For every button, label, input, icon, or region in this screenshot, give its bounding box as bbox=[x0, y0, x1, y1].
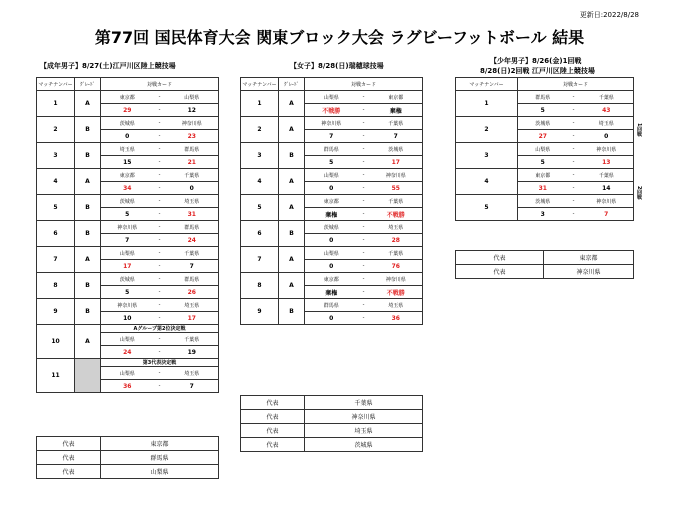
team-2: 神奈川県 bbox=[370, 273, 423, 286]
score-2: 17 bbox=[166, 312, 219, 325]
round-2-label: 2回戦 bbox=[636, 186, 642, 200]
score-2: 26 bbox=[166, 286, 219, 299]
match-number: 11 bbox=[37, 359, 75, 393]
match-grade: A bbox=[75, 325, 101, 359]
separator: - bbox=[154, 182, 166, 195]
representative-label: 代表 bbox=[456, 265, 544, 279]
adult-men-results-table bbox=[36, 77, 219, 393]
separator: - bbox=[358, 130, 370, 143]
match-row bbox=[241, 247, 423, 260]
match-grade: A bbox=[279, 91, 305, 117]
separator: - bbox=[154, 367, 166, 380]
match-grade: B bbox=[75, 273, 101, 299]
separator: - bbox=[358, 286, 370, 299]
separator: - bbox=[568, 104, 580, 117]
score-2: 14 bbox=[580, 182, 634, 195]
match-number: 3 bbox=[456, 143, 518, 169]
separator: - bbox=[154, 333, 166, 346]
match-number: 5 bbox=[456, 195, 518, 221]
team-1: 群馬県 bbox=[305, 299, 358, 312]
score-2: 21 bbox=[166, 156, 219, 169]
separator: - bbox=[154, 195, 166, 208]
separator: - bbox=[358, 260, 370, 273]
header-match-no: マッチナンバー bbox=[241, 78, 279, 91]
match-number: 7 bbox=[241, 247, 279, 273]
match-row bbox=[241, 221, 423, 234]
match-row bbox=[37, 91, 219, 104]
match-number: 5 bbox=[241, 195, 279, 221]
separator: - bbox=[568, 169, 580, 182]
separator: - bbox=[154, 380, 166, 393]
separator: - bbox=[154, 247, 166, 260]
match-grade: A bbox=[279, 169, 305, 195]
representative-team: 群馬県 bbox=[101, 451, 219, 465]
match-number: 6 bbox=[241, 221, 279, 247]
youth-men-caption-1: 【少年男子】8/26(金)1回戦 bbox=[490, 57, 582, 65]
team-1: 東京都 bbox=[518, 169, 568, 182]
match-grade: B bbox=[75, 143, 101, 169]
representative-label: 代表 bbox=[37, 437, 101, 451]
score-2: 不戦勝 bbox=[370, 208, 423, 221]
match-grade: B bbox=[279, 299, 305, 325]
representative-label: 代表 bbox=[37, 451, 101, 465]
match-grade: B bbox=[75, 299, 101, 325]
separator: - bbox=[568, 143, 580, 156]
match-number: 6 bbox=[37, 221, 75, 247]
team-1: 東京都 bbox=[101, 169, 154, 182]
team-1: 山梨県 bbox=[518, 143, 568, 156]
team-1: 東京都 bbox=[305, 195, 358, 208]
separator: - bbox=[154, 169, 166, 182]
separator: - bbox=[568, 117, 580, 130]
score-2: 7 bbox=[166, 260, 219, 273]
match-row bbox=[37, 273, 219, 286]
match-row bbox=[241, 195, 423, 208]
score-1: 29 bbox=[101, 104, 154, 117]
separator: - bbox=[568, 182, 580, 195]
representative-label: 代表 bbox=[241, 438, 305, 452]
score-1: 7 bbox=[101, 234, 154, 247]
team-1: 東京都 bbox=[101, 91, 154, 104]
match-row bbox=[37, 221, 219, 234]
separator: - bbox=[358, 117, 370, 130]
score-2: 23 bbox=[166, 130, 219, 143]
match-row bbox=[456, 117, 634, 130]
header-match-no: マッチナンバー bbox=[37, 78, 75, 91]
score-2: 7 bbox=[580, 208, 634, 221]
separator: - bbox=[154, 221, 166, 234]
match-row bbox=[456, 169, 634, 182]
score-2: 棄権 bbox=[370, 104, 423, 117]
representative-row bbox=[241, 438, 423, 452]
score-1: 27 bbox=[518, 130, 568, 143]
score-1: 5 bbox=[305, 156, 358, 169]
match-grade: A bbox=[75, 247, 101, 273]
youth-men-results-table bbox=[455, 77, 634, 221]
score-2: 17 bbox=[370, 156, 423, 169]
separator: - bbox=[358, 273, 370, 286]
match-note: 第3代表決定戦 bbox=[101, 359, 219, 367]
match-number: 4 bbox=[456, 169, 518, 195]
team-2: 埼玉県 bbox=[370, 299, 423, 312]
representative-team: 神奈川県 bbox=[305, 410, 423, 424]
separator: - bbox=[358, 208, 370, 221]
score-1: 34 bbox=[101, 182, 154, 195]
score-2: 12 bbox=[166, 104, 219, 117]
representative-row bbox=[241, 410, 423, 424]
representative-row bbox=[456, 251, 634, 265]
representative-label: 代表 bbox=[241, 410, 305, 424]
team-1: 山梨県 bbox=[101, 367, 154, 380]
match-grade: B bbox=[279, 221, 305, 247]
match-row bbox=[37, 247, 219, 260]
team-2: 千葉県 bbox=[580, 169, 634, 182]
match-number: 1 bbox=[241, 91, 279, 117]
score-2: 24 bbox=[166, 234, 219, 247]
match-row bbox=[241, 117, 423, 130]
match-row bbox=[37, 169, 219, 182]
team-2: 神奈川県 bbox=[580, 143, 634, 156]
separator: - bbox=[568, 130, 580, 143]
separator: - bbox=[154, 260, 166, 273]
match-row bbox=[456, 195, 634, 208]
team-2: 埼玉県 bbox=[370, 221, 423, 234]
score-1: 棄権 bbox=[305, 208, 358, 221]
team-2: 神奈川県 bbox=[580, 195, 634, 208]
score-2: 31 bbox=[166, 208, 219, 221]
match-grade: A bbox=[279, 247, 305, 273]
youth-men-caption-2: 8/28(日)2回戦 江戸川区陸上競技場 bbox=[480, 67, 595, 75]
separator: - bbox=[154, 234, 166, 247]
match-row bbox=[37, 117, 219, 130]
match-row bbox=[456, 143, 634, 156]
score-2: 36 bbox=[370, 312, 423, 325]
separator: - bbox=[154, 299, 166, 312]
match-number: 3 bbox=[241, 143, 279, 169]
updated-date: 更新日:2022/8/28 bbox=[579, 11, 639, 19]
representative-team: 東京都 bbox=[544, 251, 634, 265]
separator: - bbox=[358, 247, 370, 260]
team-2: 山梨県 bbox=[166, 91, 219, 104]
match-grade: A bbox=[279, 273, 305, 299]
score-1: 5 bbox=[101, 208, 154, 221]
team-1: 茨城県 bbox=[305, 221, 358, 234]
women-results-table bbox=[240, 77, 423, 325]
round-1-label: 1回戦 bbox=[636, 123, 642, 137]
separator: - bbox=[154, 130, 166, 143]
team-1: 群馬県 bbox=[518, 91, 568, 104]
score-1: 17 bbox=[101, 260, 154, 273]
team-1: 山梨県 bbox=[101, 333, 154, 346]
team-1: 茨城県 bbox=[518, 117, 568, 130]
team-2: 群馬県 bbox=[166, 143, 219, 156]
team-1: 山梨県 bbox=[305, 247, 358, 260]
representative-label: 代表 bbox=[241, 424, 305, 438]
match-grade: A bbox=[75, 169, 101, 195]
representative-label: 代表 bbox=[241, 396, 305, 410]
score-1: 0 bbox=[305, 260, 358, 273]
adult-men-representatives bbox=[36, 436, 219, 479]
team-2: 茨城県 bbox=[370, 143, 423, 156]
match-grade: B bbox=[279, 143, 305, 169]
score-2: 13 bbox=[580, 156, 634, 169]
match-grade: B bbox=[75, 117, 101, 143]
note-row bbox=[37, 325, 219, 333]
header-card: 対戦カード bbox=[305, 78, 423, 91]
representative-team: 山梨県 bbox=[101, 465, 219, 479]
separator: - bbox=[154, 208, 166, 221]
score-1: 3 bbox=[518, 208, 568, 221]
score-1: 10 bbox=[101, 312, 154, 325]
representative-row bbox=[37, 451, 219, 465]
score-1: 5 bbox=[518, 104, 568, 117]
separator: - bbox=[358, 299, 370, 312]
header-card: 対戦カード bbox=[518, 78, 634, 91]
match-row bbox=[241, 299, 423, 312]
team-2: 神奈川県 bbox=[166, 117, 219, 130]
team-1: 茨城県 bbox=[101, 117, 154, 130]
representative-row bbox=[241, 424, 423, 438]
match-number: 1 bbox=[37, 91, 75, 117]
separator: - bbox=[154, 117, 166, 130]
team-1: 山梨県 bbox=[305, 91, 358, 104]
separator: - bbox=[358, 143, 370, 156]
match-number: 5 bbox=[37, 195, 75, 221]
team-2: 千葉県 bbox=[370, 195, 423, 208]
match-row bbox=[37, 195, 219, 208]
score-1: 36 bbox=[101, 380, 154, 393]
header-grade: ｸﾞﾚｰﾄﾞ bbox=[279, 78, 305, 91]
score-2: 28 bbox=[370, 234, 423, 247]
match-row bbox=[456, 91, 634, 104]
representative-team: 茨城県 bbox=[305, 438, 423, 452]
match-row bbox=[241, 273, 423, 286]
match-row bbox=[241, 169, 423, 182]
separator: - bbox=[358, 169, 370, 182]
representative-label: 代表 bbox=[456, 251, 544, 265]
separator: - bbox=[358, 221, 370, 234]
team-2: 東京都 bbox=[370, 91, 423, 104]
score-1: 7 bbox=[305, 130, 358, 143]
team-2: 千葉県 bbox=[370, 117, 423, 130]
youth-men-representatives bbox=[455, 250, 634, 279]
match-grade bbox=[75, 359, 101, 393]
score-2: 0 bbox=[580, 130, 634, 143]
team-1: 茨城県 bbox=[101, 195, 154, 208]
match-number: 2 bbox=[241, 117, 279, 143]
separator: - bbox=[154, 91, 166, 104]
women-caption: 【女子】8/28(日)瑞穂球技場 bbox=[290, 62, 384, 70]
score-1: 棄権 bbox=[305, 286, 358, 299]
match-number: 7 bbox=[37, 247, 75, 273]
team-1: 山梨県 bbox=[305, 169, 358, 182]
match-number: 1 bbox=[456, 91, 518, 117]
score-1: 31 bbox=[518, 182, 568, 195]
score-1: 15 bbox=[101, 156, 154, 169]
team-2: 千葉県 bbox=[166, 333, 219, 346]
team-1: 神奈川県 bbox=[305, 117, 358, 130]
representative-row bbox=[241, 396, 423, 410]
match-number: 8 bbox=[241, 273, 279, 299]
separator: - bbox=[358, 182, 370, 195]
match-grade: B bbox=[75, 195, 101, 221]
score-1: 0 bbox=[305, 182, 358, 195]
header-row bbox=[456, 78, 634, 91]
score-1: 0 bbox=[305, 234, 358, 247]
match-number: 9 bbox=[37, 299, 75, 325]
team-2: 群馬県 bbox=[166, 273, 219, 286]
team-1: 茨城県 bbox=[101, 273, 154, 286]
team-2: 埼玉県 bbox=[580, 117, 634, 130]
separator: - bbox=[568, 91, 580, 104]
separator: - bbox=[568, 195, 580, 208]
header-row bbox=[241, 78, 423, 91]
team-1: 神奈川県 bbox=[101, 299, 154, 312]
separator: - bbox=[358, 234, 370, 247]
match-row bbox=[241, 143, 423, 156]
score-1: 不戦勝 bbox=[305, 104, 358, 117]
score-2: 0 bbox=[166, 182, 219, 195]
separator: - bbox=[358, 91, 370, 104]
score-1: 0 bbox=[305, 312, 358, 325]
team-2: 埼玉県 bbox=[166, 299, 219, 312]
team-1: 茨城県 bbox=[518, 195, 568, 208]
match-row bbox=[37, 143, 219, 156]
header-grade: ｸﾞﾚｰﾄﾞ bbox=[75, 78, 101, 91]
header-card: 対戦カード bbox=[101, 78, 219, 91]
team-2: 千葉県 bbox=[370, 247, 423, 260]
representative-row bbox=[37, 465, 219, 479]
separator: - bbox=[154, 143, 166, 156]
separator: - bbox=[358, 104, 370, 117]
match-grade: A bbox=[75, 91, 101, 117]
separator: - bbox=[358, 312, 370, 325]
score-1: 0 bbox=[101, 130, 154, 143]
separator: - bbox=[154, 312, 166, 325]
score-2: 76 bbox=[370, 260, 423, 273]
match-number: 2 bbox=[456, 117, 518, 143]
match-grade: A bbox=[279, 195, 305, 221]
separator: - bbox=[358, 156, 370, 169]
score-1: 24 bbox=[101, 346, 154, 359]
note-row bbox=[37, 359, 219, 367]
match-row bbox=[37, 299, 219, 312]
team-2: 埼玉県 bbox=[166, 195, 219, 208]
team-1: 埼玉県 bbox=[101, 143, 154, 156]
score-2: 55 bbox=[370, 182, 423, 195]
match-number: 10 bbox=[37, 325, 75, 359]
score-2: 19 bbox=[166, 346, 219, 359]
team-2: 千葉県 bbox=[166, 169, 219, 182]
separator: - bbox=[358, 195, 370, 208]
separator: - bbox=[154, 104, 166, 117]
score-2: 43 bbox=[580, 104, 634, 117]
match-grade: A bbox=[279, 117, 305, 143]
team-1: 神奈川県 bbox=[101, 221, 154, 234]
page-title: 第77回 国民体育大会 関東ブロック大会 ラグビーフットボール 結果 bbox=[94, 28, 585, 47]
match-number: 2 bbox=[37, 117, 75, 143]
separator: - bbox=[154, 286, 166, 299]
representative-row bbox=[456, 265, 634, 279]
separator: - bbox=[154, 156, 166, 169]
team-2: 千葉県 bbox=[166, 247, 219, 260]
team-2: 群馬県 bbox=[166, 221, 219, 234]
header-row bbox=[37, 78, 219, 91]
representative-team: 埼玉県 bbox=[305, 424, 423, 438]
women-representatives bbox=[240, 395, 423, 452]
representative-team: 神奈川県 bbox=[544, 265, 634, 279]
separator: - bbox=[568, 156, 580, 169]
team-2: 神奈川県 bbox=[370, 169, 423, 182]
match-grade: B bbox=[75, 221, 101, 247]
representative-team: 千葉県 bbox=[305, 396, 423, 410]
separator: - bbox=[154, 346, 166, 359]
match-number: 9 bbox=[241, 299, 279, 325]
score-1: 5 bbox=[518, 156, 568, 169]
team-2: 千葉県 bbox=[580, 91, 634, 104]
match-number: 4 bbox=[241, 169, 279, 195]
representative-team: 東京都 bbox=[101, 437, 219, 451]
match-note: Aグループ第2位決定戦 bbox=[101, 325, 219, 333]
adult-men-caption: 【成年男子】8/27(土)江戸川区陸上競技場 bbox=[40, 62, 176, 70]
representative-label: 代表 bbox=[37, 465, 101, 479]
score-2: 7 bbox=[166, 380, 219, 393]
team-1: 群馬県 bbox=[305, 143, 358, 156]
match-number: 8 bbox=[37, 273, 75, 299]
team-2: 埼玉県 bbox=[166, 367, 219, 380]
team-1: 東京都 bbox=[305, 273, 358, 286]
match-number: 3 bbox=[37, 143, 75, 169]
separator: - bbox=[154, 273, 166, 286]
representative-row bbox=[37, 437, 219, 451]
header-match-no: マッチナンバー bbox=[456, 78, 518, 91]
team-1: 山梨県 bbox=[101, 247, 154, 260]
match-row bbox=[241, 91, 423, 104]
match-number: 4 bbox=[37, 169, 75, 195]
score-2: 不戦勝 bbox=[370, 286, 423, 299]
score-2: 7 bbox=[370, 130, 423, 143]
score-1: 5 bbox=[101, 286, 154, 299]
separator: - bbox=[568, 208, 580, 221]
